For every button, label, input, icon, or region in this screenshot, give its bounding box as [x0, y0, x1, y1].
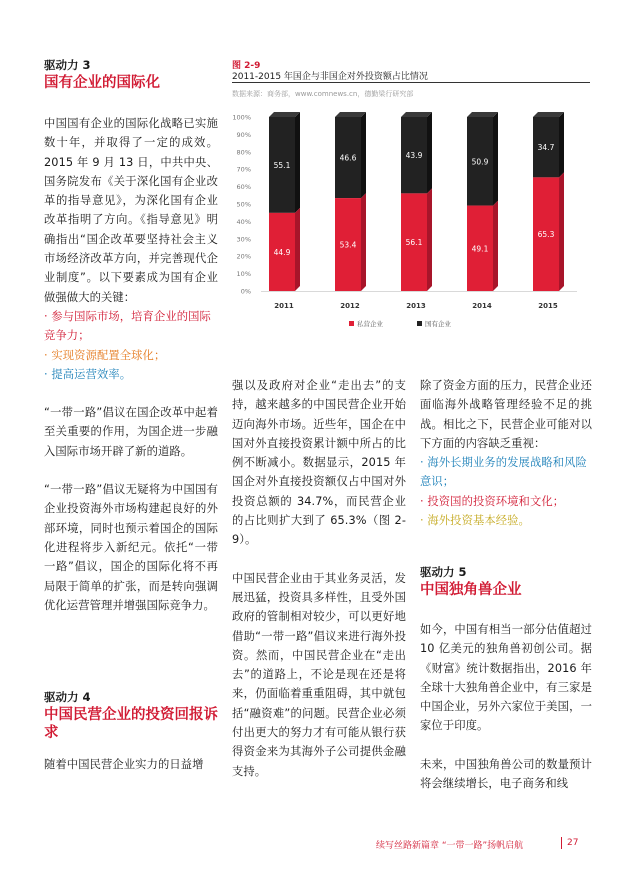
- y-tick-label: 0%: [240, 287, 251, 296]
- bar-side-private: [361, 193, 366, 291]
- value-label-private: 44.9: [273, 247, 291, 257]
- driver3-label: 驱动力 3: [44, 58, 91, 72]
- x-tick-label: 2013: [406, 302, 426, 310]
- x-tick-label: 2011: [274, 302, 294, 310]
- value-label-state: 50.9: [471, 157, 489, 167]
- value-label-state: 43.9: [405, 151, 423, 161]
- left-bullet-1: · 参与国际市场，培育企业的国际竞争力；: [44, 309, 211, 343]
- value-label-private: 65.3: [537, 230, 555, 240]
- left-bullet-3: · 提高运营效率。: [44, 367, 132, 381]
- y-tick-label: 60%: [236, 183, 251, 192]
- right-paragraph-3: 未来，中国独角兽公司的数量预计将会继续增长，电子商务和线: [420, 757, 592, 791]
- y-tick-label: 30%: [236, 235, 251, 244]
- stacked-bar-chart: [225, 100, 595, 340]
- y-tick-label: 70%: [236, 165, 251, 174]
- bar-top: [269, 112, 300, 117]
- left-column: [44, 114, 218, 615]
- right-bullet-3: · 海外投资基本经验。: [420, 514, 530, 528]
- bar-top: [335, 112, 366, 117]
- bar-side-state: [295, 112, 300, 213]
- driver4-title: 中国民营企业的投资回报诉求: [44, 707, 218, 741]
- middle-column: [232, 376, 406, 781]
- bar-side-private: [559, 172, 564, 291]
- value-label-private: 49.1: [471, 244, 489, 254]
- driver5-label: 驱动力 5: [420, 565, 467, 579]
- x-tick-label: 2014: [472, 302, 492, 310]
- y-tick-label: 80%: [236, 148, 251, 157]
- bar-top: [467, 112, 498, 117]
- page-number: 27: [567, 838, 579, 848]
- legend-label-state: 国有企业: [425, 320, 451, 328]
- value-label-private: 53.4: [339, 240, 357, 250]
- left-bullet-2: · 实现资源配置全球化；: [44, 348, 166, 362]
- footer-divider: [561, 837, 562, 849]
- left-paragraph-3: “一带一路”倡议无疑将为中国国有企业投资海外市场构建起良好的外部环境，同时也预示着国企的国际化进程将步入新纪元。依托“一带一路”倡议，国企的国际化将不再局限于简单的扩张，而是转向强调优化运营管理并增强国际竞争力。: [44, 483, 218, 612]
- bar-side-state: [427, 112, 432, 193]
- value-label-state: 46.6: [339, 153, 357, 163]
- right-column-lower: [420, 620, 592, 793]
- bar-side-private: [427, 188, 432, 291]
- bar-top: [533, 112, 564, 117]
- value-label-state: 34.7: [537, 143, 555, 153]
- figure-rule: [232, 82, 590, 83]
- left-paragraph-1: 中国国有企业的国际化战略已实施数十年，并取得了一定的成效。2015 年 9 月 13 日，中共中央、国务院发布《关于深化国有企业改革的指导意见》，为深化国有企业改革指明了方向。《指导意见》明确指出“国企改革要坚持社会主义市场经济改革方向，并完善现代企业制度”。以下要素成为国有企业做强做大的关键：: [44, 117, 218, 304]
- y-tick-label: 90%: [236, 130, 251, 139]
- left-paragraph-4: 随着中国民营企业实力的日益增: [44, 758, 204, 771]
- y-tick-label: 20%: [236, 252, 251, 261]
- bar-side-state: [559, 112, 564, 177]
- value-label-state: 55.1: [273, 160, 291, 170]
- left-tail: [44, 755, 218, 774]
- bar-side-state: [493, 112, 498, 206]
- driver4-label: 驱动力 4: [44, 690, 91, 704]
- legend-label-private: 私营企业: [357, 320, 383, 328]
- footer-text: 续写丝路新篇章 “一带一路”扬帆启航: [376, 841, 524, 851]
- y-tick-label: 50%: [236, 200, 251, 209]
- y-tick-label: 10%: [236, 270, 251, 279]
- middle-paragraph-2: 中国民营企业由于其业务灵活，发展迅猛，投资具多样性，且受外国政府的管制相对较少，可以更好地借助“一带一路”倡议来进行海外投资。然而，中国民营企业在“走出去”的道路上，不论是现在还是将来，仍面临着重重阻碍，其中就包括“融资难”的问题。民营企业必须付出更大的努力才有可能从银行获得资金来为其海外子公司提供金融支持。: [232, 571, 406, 778]
- bar-side-private: [493, 201, 498, 291]
- bar-top: [401, 112, 432, 117]
- figure-label: 图 2-9: [232, 61, 261, 71]
- y-tick-label: 100%: [232, 113, 251, 122]
- right-bullet-2: · 投资国的投资环境和文化；: [420, 494, 565, 508]
- x-tick-label: 2012: [340, 302, 360, 310]
- right-paragraph-2: 如今，中国有相当一部分估值超过 10 亿美元的独角兽初创公司。据《财富》统计数据指出，2016 年全球十大独角兽企业中，有三家是中国企业，另外六家位于美国，一家位于印度。: [420, 623, 592, 733]
- figure-title: 2011-2015 年国企与非国企对外投资额占比情况: [232, 72, 428, 82]
- driver5-title: 中国独角兽企业: [420, 582, 522, 598]
- right-column: [420, 376, 592, 530]
- legend-swatch-state: [417, 321, 422, 326]
- right-bullet-1: · 海外长期业务的发展战略和风险意识；: [420, 456, 587, 489]
- y-tick-label: 40%: [236, 217, 251, 226]
- left-paragraph-2: “一带一路”倡议在国企改革中起着至关重要的作用，为国企进一步融入国际市场开辟了新的道路。: [44, 406, 218, 458]
- bar-side-private: [295, 208, 300, 291]
- driver3-title: 国有企业的国际化: [44, 75, 160, 91]
- legend-swatch-private: [349, 321, 354, 326]
- middle-paragraph-1: 强以及政府对企业“走出去”的支持，越来越多的中国民营企业开始迈向海外市场。近些年，国企在中国对外直接投资累计额中所占的比例不断减小。数据显示，2015 年国企对外直接投资额仅占中国对外投资总额的 34.7%，而民营企业的占比则扩大到了 65.3%（图 2-9）。: [232, 379, 406, 547]
- x-tick-label: 2015: [538, 302, 558, 310]
- value-label-private: 56.1: [405, 238, 423, 248]
- figure-source: 数据来源：商务部，www.comnews.cn，德勤梁行研究部: [232, 90, 414, 98]
- right-paragraph-1: 除了资金方面的压力，民营企业还面临海外战略管理经验不足的挑战。相比之下，民营企业可能对以下方面的内容缺乏重视：: [420, 379, 592, 450]
- bar-side-state: [361, 112, 366, 198]
